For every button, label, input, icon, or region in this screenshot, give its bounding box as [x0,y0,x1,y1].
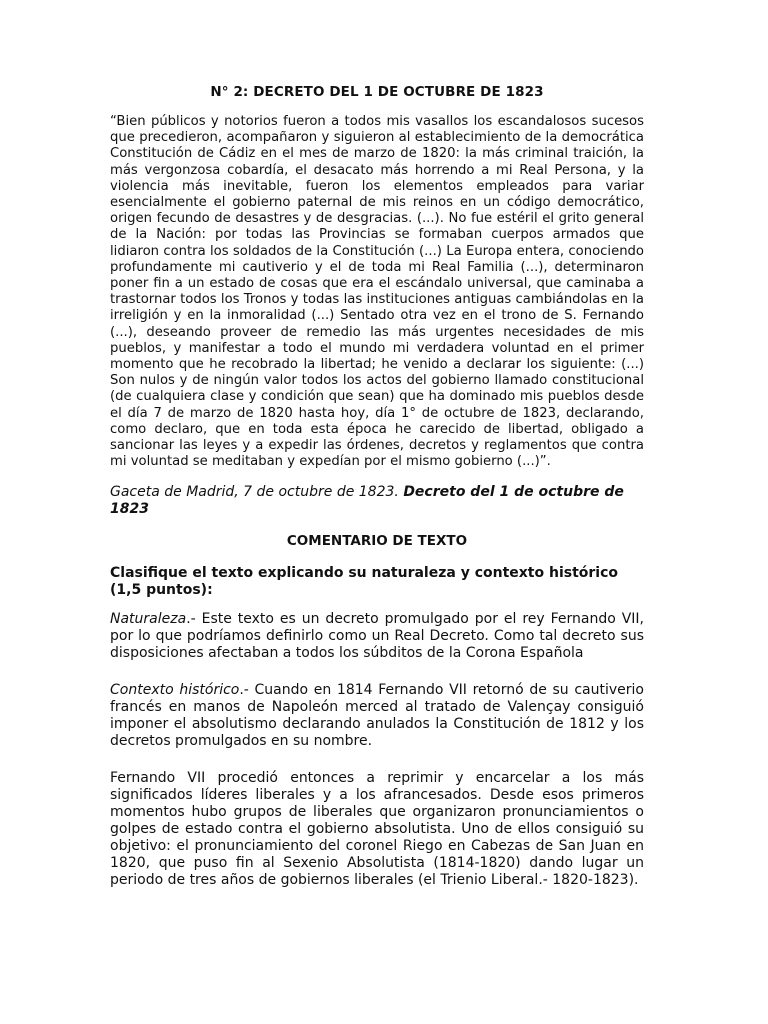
document-title: N° 2: DECRETO DEL 1 DE OCTUBRE DE 1823 [210,84,544,100]
section-title: COMENTARIO DE TEXTO [286,533,468,550]
contexto-text: .- Cuando en 1814 Fernando VII retornó de su cautiverio francés en manos de Napoleón merced al tratado de Valençay consiguió imponer el absolutismo declarando anulados la Constitución de 1812 y los decretos promulgados en su nombre. [110,682,644,750]
final-paragraph: Fernando VII procedió entonces a reprimir y encarcelar a los más significados líderes liberales y a los afrancesados. Desde esos primeros momentos hubo grupos de liberales que organizaron pronunciamientos o golpes de estado contra el gobierno absolutista. Uno de ellos consiguió su objetivo: el pronunciamiento del coronel Riego en Cabezas de San Juan en 1820, que puso fin al Sexenio Absolutista (1814-1820) dando lugar un periodo de tres años de gobiernos liberales (el Trienio Liberal.- 1820-1823). [110,770,644,889]
source-citation [110,484,644,517]
source-publication: Gaceta de Madrid, 7 de octubre de 1823. [110,484,404,501]
naturaleza-label: Naturaleza [110,611,187,628]
naturaleza-text: .- Este texto es un decreto promulgado por el rey Fernando VII, por lo que podríamos definirlo como un Real Decreto. Como tal decreto sus disposiciones afectaban a todos los súbditos de la Corona Española [110,611,644,662]
question-heading: Clasifique el texto explicando su naturaleza y contexto histórico (1,5 puntos): [110,565,619,599]
source-decree-title: Decreto del 1 de octubre de 1823 [110,484,624,517]
decree-quote: “Bien públicos y notorios fueron a todos mis vasallos los escandalosos sucesos que precedieron, acompañaron y siguieron al establecimiento de la democrática Constitución de Cádiz en el mes de marzo de 1820: la más criminal traición, la más vergonzosa cobardía, el desacato más horrendo a mi Real Persona, y la violencia más inevitable, fueron los elementos empleados para variar esencialmente el gobierno paternal de mis reinos en un código democrático, origen fecundo de desastres y de desgracias. (...). No fue estéril el grito general de la Nación: por todas las Provincias se formaban cuerpos armados que lidiaron contra los soldados de la Constitución (...) La Europa entera, conociendo profundamente mi cautiverio y el de toda mi Real Familia (...), determinaron poner fin a un estado de cosas que era el escándalo universal, que caminaba a trastornar todos los Tronos y todas las instituciones antiguas cambiándolas en la irreligión y en la inmoralidad (...) Sentado otra vez en el trono de S. Fernando (...), deseando proveer de remedio las más urgentes necesidades de mis pueblos, y manifestar a todo el mundo mi verdadera voluntad en el primer momento que he recobrado la libertad; he venido a declarar los siguiente: (...) Son nulos y de ningún valor todos los actos del gobierno llamado constitucional (de cualquiera clase y condición que sean) que ha dominado mis pueblos desde el día 7 de marzo de 1820 hasta hoy, día 1° de octubre de 1823, declarando, como declaro, que en toda esta época he carecido de libertad, obligado a sancionar las leyes y a expedir las órdenes, decretos y reglamentos que contra mi voluntad se meditaban y expedían por el mismo gobierno (...)”. [110,114,644,470]
naturaleza-paragraph [110,611,644,662]
contexto-paragraph [110,682,644,750]
contexto-label: Contexto histórico [110,682,240,699]
